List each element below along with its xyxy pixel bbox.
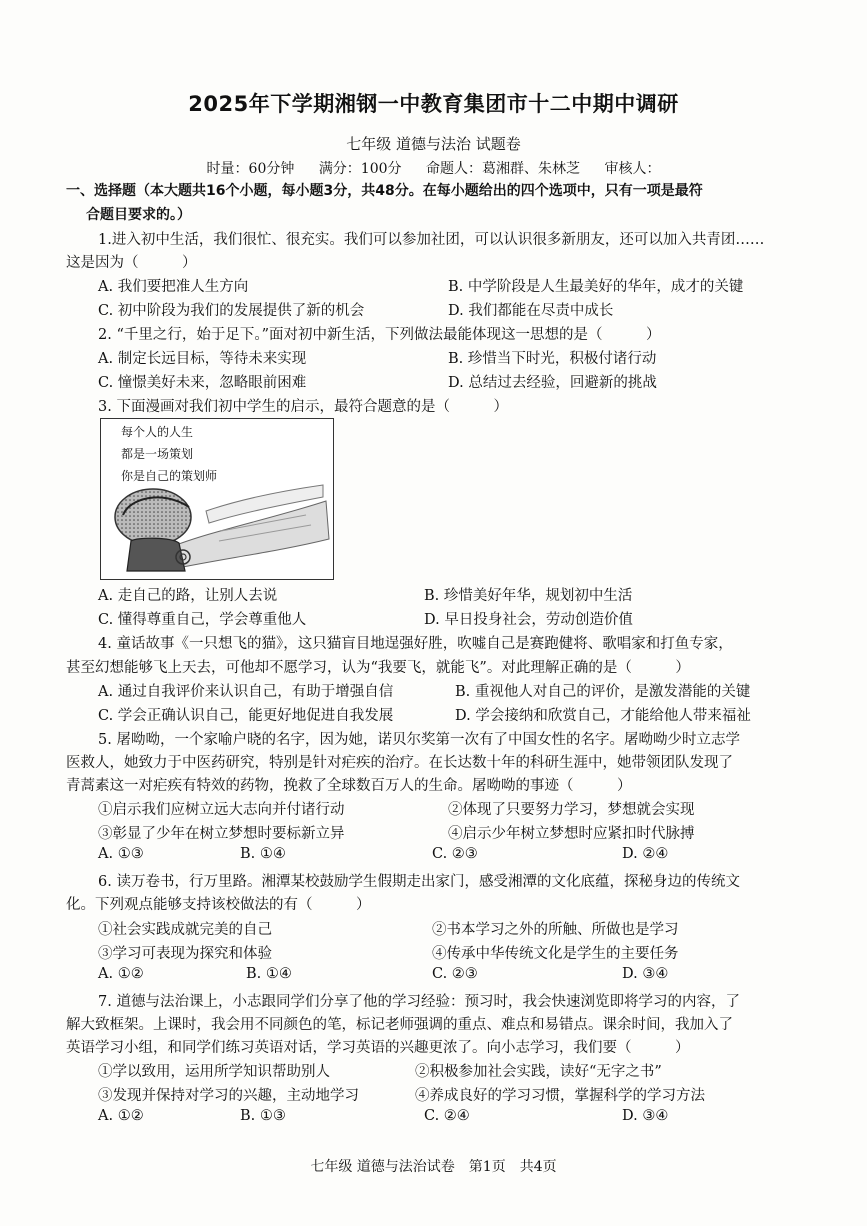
question-2-option-b: B. 珍惜当下时光，积极付诸行动 — [448, 351, 657, 367]
question-2-option-c: C. 憧憬美好未来，忽略眼前困难 — [98, 375, 307, 391]
cartoon-caption-2: 都是一场策划 — [121, 447, 194, 461]
exam-title: 2025年下学期湘钢一中教育集团市十二中期中调研 — [188, 92, 679, 116]
question-5-stem: 5. 屠呦呦，一个家喻户晓的名字，因为她，诺贝尔奖第一次有了中国女性的名字。屠呦呦少时立志学 — [98, 732, 740, 748]
question-6-statement-3: ③学习可表现为探究和体验 — [98, 946, 272, 962]
section-heading: 一、选择题（本大题共16个小题，每小题3分，共48分。在每小题给出的四个选项中，只有一项是最符 — [66, 183, 703, 199]
question-3-option-c: C. 懂得尊重自己，学会尊重他人 — [98, 612, 307, 628]
question-3-option-d: D. 早日投身社会，劳动创造价值 — [424, 612, 633, 628]
exam-score: 满分：100分 — [318, 161, 402, 177]
question-7-option-a: A. ①② — [98, 1108, 144, 1124]
question-7-option-c: C. ②④ — [424, 1108, 470, 1124]
cartoon-image — [100, 418, 334, 580]
question-6-option-c: C. ②③ — [432, 966, 478, 982]
question-6-statement-2: ②书本学习之外的所触、所做也是学习 — [432, 922, 679, 938]
cartoon-caption-1: 每个人的人生 — [121, 425, 194, 439]
question-6-option-b: B. ①④ — [246, 966, 292, 982]
exam-time: 时量：60分钟 — [206, 161, 295, 177]
question-1-option-c: C. 初中阶段为我们的发展提供了新的机会 — [98, 303, 365, 319]
question-5-option-d: D. ②④ — [622, 846, 669, 862]
question-7-statement-3: ③发现并保持对学习的兴趣，主动地学习 — [98, 1088, 359, 1104]
page-footer: 七年级 道德与法治试卷 第1页 共4页 — [310, 1159, 557, 1175]
question-5-statement-1: ①启示我们应树立远大志向并付诸行动 — [98, 802, 345, 818]
question-4-option-a: A. 通过自我评价来认识自己，有助于增强自信 — [98, 684, 394, 700]
question-4-stem: 4. 童话故事《一只想飞的猫》，这只猫盲目地逞强好胜，吹嘘自己是赛跑健将、歌唱家和打鱼专家， — [98, 636, 733, 652]
question-3-stem: 3. 下面漫画对我们初中学生的启示，最符合题意的是（ ） — [98, 399, 508, 415]
exam-reviewer: 审核人： — [604, 161, 661, 177]
question-1-option-d: D. 我们都能在尽责中成长 — [448, 303, 614, 319]
question-5-stem-cont-2: 青蒿素这一对疟疾有特效的药物，挽救了全球数百万人的生命。屠呦呦的事迹（ ） — [66, 778, 632, 794]
question-7-statement-4: ④养成良好的学习习惯，掌握科学的学习方法 — [415, 1088, 705, 1104]
question-6-stem-cont: 化。下列观点能够支持该校做法的有（ ） — [66, 897, 371, 913]
question-7-stem: 7. 道德与法治课上，小志跟同学们分享了他的学习经验：预习时，我会快速浏览即将学习的内容，了 — [98, 994, 740, 1010]
cartoon-drawing — [101, 419, 333, 579]
question-6-statement-4: ④传承中华传统文化是学生的主要任务 — [432, 946, 679, 962]
question-4-option-b: B. 重视他人对自己的评价，是激发潜能的关键 — [455, 684, 751, 700]
question-5-option-a: A. ①③ — [98, 846, 144, 862]
question-7-option-b: B. ①③ — [240, 1108, 286, 1124]
question-5-statement-4: ④启示少年树立梦想时应紧扣时代脉搏 — [448, 826, 695, 842]
question-7-statement-2: ②积极参加社会实践，读好“无字之书” — [415, 1064, 662, 1080]
question-5-stem-cont-1: 医救人，她致力于中医药研究，特别是针对疟疾的治疗。在长达数十年的科研生涯中，她带领团队发现了 — [66, 755, 733, 771]
question-2-stem: 2. “千里之行，始于足下。”面对初中新生活，下列做法最能体现这一思想的是（ ） — [98, 327, 661, 343]
question-1-option-b: B. 中学阶段是人生最美好的华年，成才的关键 — [448, 279, 744, 295]
question-5-option-c: C. ②③ — [432, 846, 478, 862]
question-1-option-a: A. 我们要把准人生方向 — [98, 279, 249, 295]
question-3-option-b: B. 珍惜美好年华，规划初中生活 — [424, 588, 633, 604]
question-7-option-d: D. ③④ — [622, 1108, 669, 1124]
question-6-stem: 6. 读万卷书，行万里路。湘潭某校鼓励学生假期走出家门，感受湘潭的文化底蕴，探秘身边的传统文 — [98, 874, 740, 890]
question-2-option-d: D. 总结过去经验，回避新的挑战 — [448, 375, 657, 391]
exam-subtitle: 七年级 道德与法治 试题卷 — [346, 135, 521, 153]
cartoon-caption-3: 你是自己的策划师 — [121, 469, 218, 483]
question-4-stem-cont: 甚至幻想能够飞上天去，可他却不愿学习，认为“我要飞，就能飞”。对此理解正确的是（ ） — [66, 660, 690, 676]
section-heading-cont: 合题目要求的。） — [86, 207, 191, 223]
question-4-option-c: C. 学会正确认识自己，能更好地促进自我发展 — [98, 708, 394, 724]
question-7-stem-cont-2: 英语学习小组，和同学们练习英语对话，学习英语的兴趣更浓了。向小志学习，我们要（ ） — [66, 1040, 690, 1056]
question-1-stem: 1.进入初中生活，我们很忙、很充实。我们可以参加社团，可以认识很多新朋友，还可以加入共青团…… — [98, 232, 765, 248]
question-6-option-a: A. ①② — [98, 966, 144, 982]
question-6-statement-1: ①社会实践成就完美的自己 — [98, 922, 272, 938]
question-5-statement-2: ②体现了只要努力学习，梦想就会实现 — [448, 802, 695, 818]
question-5-statement-3: ③彰显了少年在树立梦想时要标新立异 — [98, 826, 345, 842]
question-7-stem-cont-1: 解大致框架。上课时，我会用不同颜色的笔，标记老师强调的重点、难点和易错点。课余时间，我加入了 — [66, 1017, 733, 1033]
question-6-option-d: D. ③④ — [622, 966, 669, 982]
question-4-option-d: D. 学会接纳和欣赏自己，才能给他人带来福祉 — [455, 708, 751, 724]
question-2-option-a: A. 制定长远目标，等待未来实现 — [98, 351, 307, 367]
exam-meta — [0, 158, 867, 178]
question-7-statement-1: ①学以致用，运用所学知识帮助别人 — [98, 1064, 330, 1080]
question-5-option-b: B. ①④ — [240, 846, 286, 862]
question-3-option-a: A. 走自己的路，让别人去说 — [98, 588, 278, 604]
exam-authors: 命题人：葛湘群、朱林芝 — [426, 161, 580, 177]
question-1-stem-cont: 这是因为（ ） — [66, 255, 197, 271]
